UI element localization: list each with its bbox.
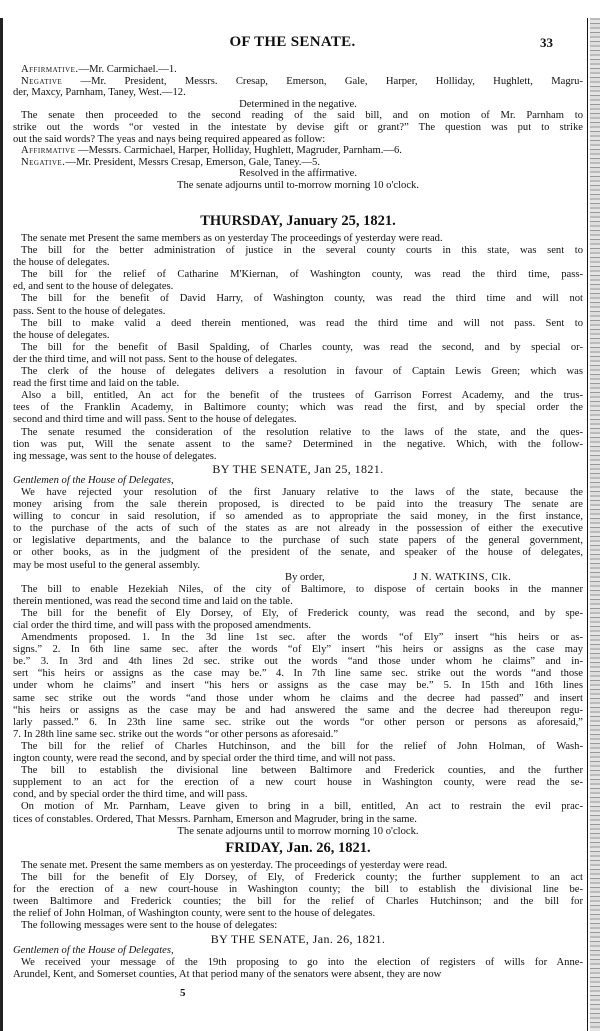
signature-line [13, 572, 583, 584]
paragraph [13, 245, 583, 269]
paragraph [13, 741, 583, 765]
text-line: The bill for the better administration of justice in the several county courts in this state, was sent to [21, 245, 583, 257]
vote-names: —Mr. President, Messrs. Cresap, Emerson, Gale, Harper, Holliday, Hughlett, Magru- [62, 75, 583, 87]
vote-label: Negative. [21, 156, 66, 168]
text-line: money arising from the sale therein proposed, is directed to be paid into the treasury The senate are [13, 499, 583, 511]
text-line: pass. Sent to the house of delegates. [13, 305, 166, 317]
text-line: The bill for the relief of Charles Hutchinson, and the bill for the relief of John Holman, of Wash- [21, 740, 583, 752]
page-number: 33 [540, 35, 553, 50]
paragraph [13, 427, 583, 463]
text-line: The senate met. Present the same members as on yesterday. The proceedings of yesterday were read. [21, 860, 448, 871]
text-line: The bill for the benefit of Basil Spalding, of Charles county, was read the second, and by special or- [21, 341, 583, 353]
paragraph [13, 632, 583, 741]
paragraph [13, 233, 583, 245]
paragraph [13, 76, 583, 99]
paragraph [13, 64, 583, 76]
text-line: supplement to an act for the erection of a new court house in Washington county, were read the se- [13, 777, 583, 789]
text-line: for the erection of a new court-house in Washington county; the bill to establish the divisional line be- [13, 884, 583, 896]
running-head: OF THE SENATE. [229, 34, 356, 50]
message-heading: BY THE SENATE, Jan. 26, 1821. [210, 931, 386, 946]
salutation: Gentlemen of the House of Delegates, [13, 474, 174, 486]
text-line: On motion of Mr. Parnham, Leave given to bring in a bill, entitled, An act to restrain the evil prac- [21, 801, 583, 813]
text-line: The bill for the relief of Catharine M'Kiernan, of Washington county, was read the third time, pass- [21, 269, 583, 281]
day-heading-friday: FRIDAY, Jan. 26, 1821. [225, 840, 371, 856]
centered-note: The senate adjourns until to morrow morning 10 o'clock. [177, 825, 419, 837]
paragraph [13, 342, 583, 366]
vote-label: Affirmative. [21, 64, 79, 75]
text-line: The clerk of the house of delegates delivers a resolution in favour of Captain Lewis Green; which was [21, 366, 583, 378]
section-friday [13, 835, 583, 981]
text-line: to the purchase of the acts of such of the states as are not already in the possession of either the executive [13, 523, 583, 535]
paragraph [13, 920, 583, 932]
text-line: The bill for the benefit of Ely Dorsey, of Ely, of Frederick county, was read the second, and by spe- [21, 607, 583, 619]
centered-note: The senate adjourns until to-morrow morning 10 o'clock. [177, 179, 419, 191]
text-line: signs.” 2. In 6th line same sec. after the words “of Ely” insert “his heirs or assigns as the case may [13, 644, 583, 656]
text-line: ing message, was sent to the house of delegates. [13, 450, 217, 462]
text-line: sert “his heirs or assigns as the case may be.” 4. In 7th line same sec. strike out the words “and those [13, 668, 583, 680]
text-line: The following messages were sent to the house of delegates: [21, 920, 278, 932]
vote-line [13, 145, 583, 157]
text-line: Arundel, Kent, and Somerset counties, At that period many of the senators were absent, they are now [13, 968, 442, 980]
text-line: be.” 3. In 3rd and 4th lines 2d sec. strike out the words “and those under whom he claims” and in- [13, 656, 583, 668]
clerk-name: J N. WATKINS, Clk. [413, 571, 512, 583]
text-line: der, Maxcy, Parnham, Taney, West.—12. [13, 87, 186, 99]
paragraph [13, 487, 583, 572]
text-line: the house of delegates. [13, 329, 110, 341]
text-line: willing to concur in said resolution, if so amended as to appropriate the said money, in the first instance, [13, 511, 583, 523]
text-line: The bill to establish the divisional line between Baltimore and Frederick counties, and the further [21, 765, 583, 777]
salutation: Gentlemen of the House of Delegates, [13, 944, 174, 956]
text-line: The bill to enable Hezekiah Niles, of the city of Baltimore, to dispose of certain books in the manner [21, 583, 583, 595]
text-line: strike out the words “or vested in the intestate by devise gift or grant?” The question was put to strike [13, 121, 583, 133]
text-line: or other books, as in the judgment of the president of the senate, and speaker of the house of delegates, [13, 547, 583, 559]
paragraph [13, 608, 583, 632]
vote-line [13, 64, 583, 76]
by-order: By order, [285, 571, 325, 583]
text-line: second and third time and will pass. Sent to the house of delegates. [13, 414, 297, 426]
text-line: same sec strike out the words “and those under whom he claims and the decree had passed” and insert [13, 692, 583, 704]
vote-names: —Messrs. Carmichael, Harper, Holliday, Hughlett, Magruder, Parnham.—6. [75, 145, 402, 157]
paragraph [13, 765, 583, 801]
text-line: ed, and sent to the house of delegates. [13, 281, 174, 293]
text-line: larly passed.” 6. In 23th line same sec. strike out the words “or other person or persons as aforesaid,” [13, 716, 583, 728]
vote-names: —Mr. Carmichael.—1. [78, 64, 177, 75]
message-heading: BY THE SENATE, Jan 25, 1821. [212, 461, 384, 476]
text-line: Amendments proposed. 1. In the 3d line 1st sec. after the words “of Ely” insert “his heirs or as- [21, 632, 583, 644]
text-line: tices of constables. Ordered, That Messrs. Parnham, Emerson and Magruder, bring in the same. [13, 813, 417, 825]
text-line: 7. In 28th line same sec. strike out the words “or other persons as aforesaid.” [13, 728, 339, 740]
text-line: cond, and by special order the third time, and will pass. [13, 789, 248, 801]
text-line: tees of the Franklin Academy, in Baltimore county; which was read the first, and by special order the [13, 402, 583, 414]
text-line: under whom he claims” and insert “his hers or assigns as the case may be.” 5. In 15th and 16th lines [13, 680, 583, 692]
section-thursday [13, 208, 583, 838]
text-line: “his heirs or assigns as the case may be and had answered the same and the decree had thereupon regu- [13, 704, 583, 716]
text-line: We have rejected your resolution of the first January relative to the laws of the state, because the [21, 486, 583, 498]
centered-note: Determined in the negative. [239, 98, 357, 110]
text-line: or legislative departments, and the balance to the purchase of such state papers of the general government, [13, 535, 583, 547]
text-line: Also a bill, entitled, An act for the benefit of the trustees of Garrison Forrest Academy, and the trus- [21, 390, 583, 402]
text-line: the house of delegates. [13, 257, 110, 269]
text-line: The bill for the benefit of David Harry, of Washington county, was read the third time and will not [21, 293, 583, 305]
vote-line [13, 157, 583, 169]
text-line: cial order the third time, and will pass with the proposed amendments. [13, 620, 312, 631]
text-line: The senate met Present the same members as on yesterday The proceedings of yesterday were read. [21, 233, 443, 244]
text-line: The senate resumed the consideration of the resolution relative to the laws of the state, and the ques- [21, 426, 583, 438]
vote-label: Negative [21, 75, 63, 87]
text-line: may be most useful to the general assembly. [13, 559, 201, 571]
text-line: therein mentioned, was read the second time and laid on the table. [13, 595, 293, 607]
paragraph [13, 318, 583, 342]
text-line: The bill to make valid a deed therein mentioned, was read the third time and will not pass. Sent to [21, 317, 583, 329]
text-line: tween Baltimore and Frederick counties; the bill for the relief of Charles Hutchinson; and the bill for [13, 896, 583, 908]
text-line: ington county, were read the second, and by special order the third time, and will not pass. [13, 753, 396, 765]
vote-line [13, 76, 583, 88]
paragraph [13, 157, 583, 169]
text-line: tion was put, Will the senate assent to the same? Determined in the negative. Which, with the follow- [13, 438, 583, 450]
text-line: The senate then proceeded to the second reading of the said bill, and on motion of Mr. Parnham to [21, 110, 583, 122]
day-heading-thursday: THURSDAY, January 25, 1821. [200, 213, 396, 229]
scan-right-edge [590, 18, 600, 1031]
text-line: der the third time, and will not pass. Sent to the house of delegates. [13, 353, 298, 365]
paragraph [13, 860, 583, 872]
paragraph [13, 366, 583, 390]
paragraph [13, 269, 583, 293]
vote-label: Affirmative [21, 145, 76, 157]
text-line: The bill for the benefit of Ely Dorsey, of Ely, of Frederick county; the further supplement to an act [21, 872, 583, 884]
paragraph [13, 584, 583, 608]
paragraph [13, 801, 583, 825]
paragraph [13, 872, 583, 920]
section-wednesday-continued [13, 64, 583, 192]
centered-note: Resolved in the affirmative. [238, 168, 358, 180]
paragraph [13, 390, 583, 426]
scan-right-border [587, 18, 588, 1031]
scan-left-border [0, 18, 3, 1031]
text-line: the relief of John Holman, of Washington county, were sent to the house of delegates. [13, 908, 376, 920]
vote-names: —Mr. President, Messrs Cresap, Emerson, Gale, Taney.—5. [65, 156, 321, 168]
signature-mark: 5 [180, 987, 186, 999]
text-line: out the said words? The yeas and nays being required appeared as follow: [13, 133, 326, 145]
text-line: We received your message of the 19th proposing to go into the election of registers of wills for Anne- [21, 956, 583, 968]
text-line: read the first time and laid on the table. [13, 378, 180, 390]
paragraph [13, 145, 583, 157]
paragraph [13, 110, 583, 145]
paragraph [13, 957, 583, 981]
paragraph [13, 293, 583, 317]
